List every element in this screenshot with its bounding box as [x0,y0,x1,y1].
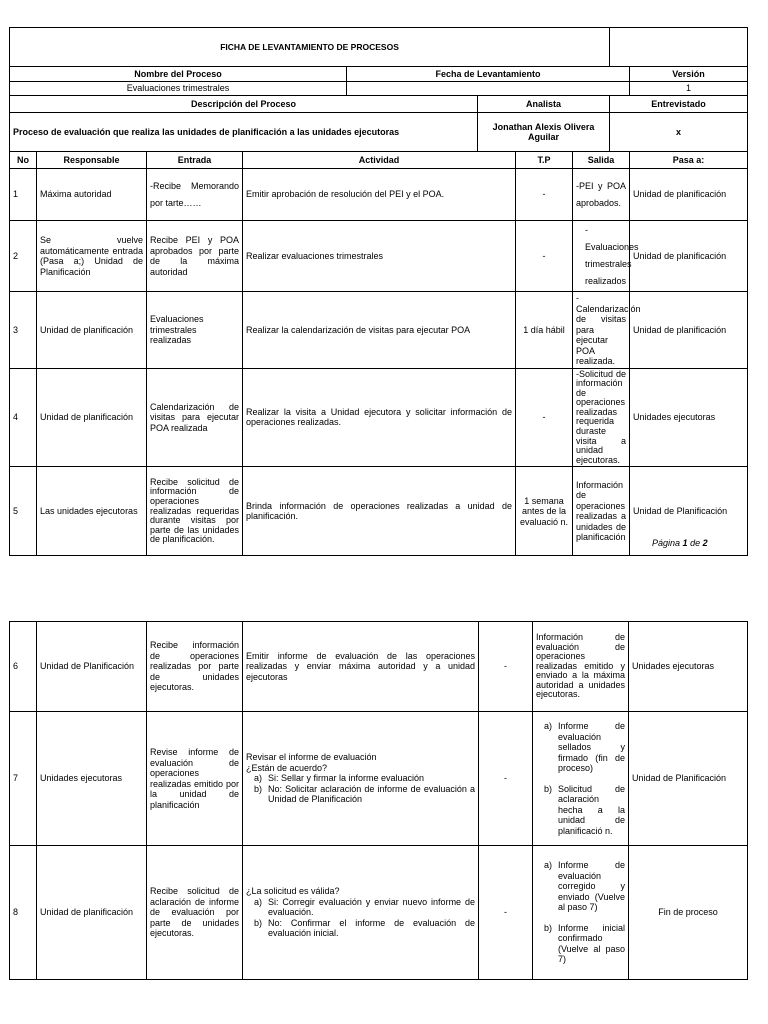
list-item: b) No: Confirmar el informe de evaluación de evaluación inicial. [253,917,475,939]
row-no: 8 [10,846,37,980]
description-label: Descripción del Proceso [10,96,478,113]
row-pasa: Fin de proceso [629,846,748,980]
row-actividad: Realizar la calendarización de visitas para ejecutar POA [243,292,516,369]
process-name-label: Nombre del Proceso [10,67,347,82]
row-pasa: Unidad de planificación [630,292,748,369]
row-tp: - [516,368,573,467]
row-pasa: Unidades ejecutoras [630,368,748,467]
row-responsable: Las unidades ejecutoras [37,467,147,556]
row-pasa: Unidad de Planificación [630,467,748,556]
description-value: Proceso de evaluación que realiza las unidades de planificación a las unidades ejecutoras [10,113,478,152]
table-row [10,712,748,846]
row-no: 2 [10,221,37,292]
row-actividad: Realizar evaluaciones trimestrales [243,221,516,292]
col-header-responsable: Responsable [37,152,147,169]
process-sheet-table-page2 [9,621,748,980]
analyst-label: Analista [478,96,610,113]
process-name-value: Evaluaciones trimestrales [10,82,347,96]
sheet-title: FICHA DE LEVANTAMIENTO DE PROCESOS [10,28,610,67]
row-entrada: Calendarización de visitas para ejecutar POA realizada [147,368,243,467]
row-tp: - [516,169,573,221]
row-tp: - [516,221,573,292]
row-entrada: Recibe solicitud de información de operaciones realizadas requeridas durante visitas por parte de las unidades de planificación. [147,467,243,556]
version-label: Versión [630,67,748,82]
row-tp: 1 semana antes de la evaluació n. [516,467,573,556]
activity-question: ¿La solicitud es válida? [246,886,340,897]
row-salida [533,712,629,846]
interviewee-value: x [610,113,748,152]
row-responsable: Unidad de planificación [37,368,147,467]
row-actividad: Emitir informe de evaluación de las operaciones realizadas y enviar máxima autoridad y a unidad ejecutoras [243,622,479,712]
table-row [10,467,748,556]
row-salida [533,846,629,980]
col-header-no: No [10,152,37,169]
col-header-actividad: Actividad [243,152,516,169]
row-salida: Información de operaciones realizadas a unidades de planificación [573,467,630,556]
table-row [10,368,748,467]
row-no: 6 [10,622,37,712]
analyst-value: Jonathan Alexis Olivera Aguilar [478,113,610,152]
survey-date-value [347,82,630,96]
row-responsable: Unidad de planificación [37,846,147,980]
table-row [10,846,748,980]
activity-options [246,773,475,805]
activity-options [246,897,475,939]
table-row [10,169,748,221]
table-row [10,292,748,369]
row-pasa: Unidades ejecutoras [629,622,748,712]
list-item: b) Informe inicial confirmado (Vuelve al paso 7) [543,922,625,965]
row-tp: - [479,846,533,980]
activity-intro: Revisar el informe de evaluación [246,752,377,763]
row-pasa: Unidad de Planificación [629,712,748,846]
col-header-tp: T.P [516,152,573,169]
list-item: a) Si: Corregir evaluación y enviar nuevo informe de evaluación. [253,896,475,918]
list-item: b) No: Solicitar aclaración de informe de evaluación a Unidad de Planificación [253,783,475,805]
table-row [10,221,748,292]
row-entrada: Recibe información de operaciones realizadas por parte de unidades ejecutoras. [147,622,243,712]
process-sheet-table-page1 [9,27,748,556]
col-header-salida: Salida [573,152,630,169]
interviewee-label: Entrevistado [610,96,748,113]
page-of: de [690,538,701,548]
row-salida: -PEI y POA aprobados. [573,169,630,221]
row-responsable: Unidad de Planificación [37,622,147,712]
page-current: 1 [682,538,688,548]
row-actividad: Brinda información de operaciones realizadas a unidad de planificación. [243,467,516,556]
output-options [536,860,625,965]
row-salida: -Calendarización de visitas para ejecutar POA realizada. [573,292,630,369]
row-entrada: Revise informe de evaluación de operaciones realizadas emitido por la unidad de planificación [147,712,243,846]
row-no: 1 [10,169,37,221]
col-header-entrada: Entrada [147,152,243,169]
list-item: b) Solicitud de aclaración hecha a la unidad de planificació n. [543,783,625,836]
row-pasa: Unidad de planificación [630,169,748,221]
row-entrada: -Recibe Memorando por tarte…… [147,169,243,221]
row-entrada: Evaluaciones trimestrales realizadas [147,292,243,369]
col-header-pasa: Pasa a: [630,152,748,169]
row-entrada: Recibe PEI y POA aprobados por parte de la máxima autoridad [147,221,243,292]
row-salida: -Solicitud de información de operaciones realizadas requerida duraste visita a unidad ejecutoras. [573,368,630,467]
row-responsable: Unidades ejecutoras [37,712,147,846]
row-no: 4 [10,368,37,467]
list-item: a) Informe de evaluación corregido y enviado (Vuelve al paso 7) [543,860,625,913]
survey-date-label: Fecha de Levantamiento [347,67,630,82]
row-no: 5 [10,467,37,556]
row-tp: - [479,712,533,846]
row-actividad [243,846,479,980]
list-item: a) Si: Sellar y firmar la informe evaluación [253,773,425,784]
title-blank-cell [610,28,748,67]
row-actividad: Realizar la visita a Unidad ejecutora y solicitar información de operaciones realizadas. [243,368,516,467]
page-number [652,538,708,548]
row-entrada: Recibe solicitud de aclaración de informe de evaluación por parte de unidades ejecutoras. [147,846,243,980]
row-tp: 1 día hábil [516,292,573,369]
row-no: 7 [10,712,37,846]
row-actividad [243,712,479,846]
row-salida: -Evaluaciones trimestrales realizados [573,221,630,292]
page-label: Página [652,538,681,548]
row-actividad: Emitir aprobación de resolución del PEI y el POA. [243,169,516,221]
row-no: 3 [10,292,37,369]
table-row [10,622,748,712]
output-options [536,721,625,836]
row-responsable: Máxima autoridad [37,169,147,221]
version-value: 1 [630,82,748,96]
activity-question: ¿Están de acuerdo? [246,762,328,773]
row-pasa: Unidad de planificación [630,221,748,292]
row-responsable: Se vuelve automáticamente entrada (Pasa a;) Unidad de Planificación [37,221,147,292]
row-salida: Información de evaluación de operaciones realizadas emitido y enviado a la máxima autoridad a unidades ejecutoras. [533,622,629,712]
row-tp: - [479,622,533,712]
list-item: a) Informe de evaluación sellados y firmado (fin de proceso) [543,721,625,773]
page-total: 2 [702,538,708,548]
row-responsable: Unidad de planificación [37,292,147,369]
